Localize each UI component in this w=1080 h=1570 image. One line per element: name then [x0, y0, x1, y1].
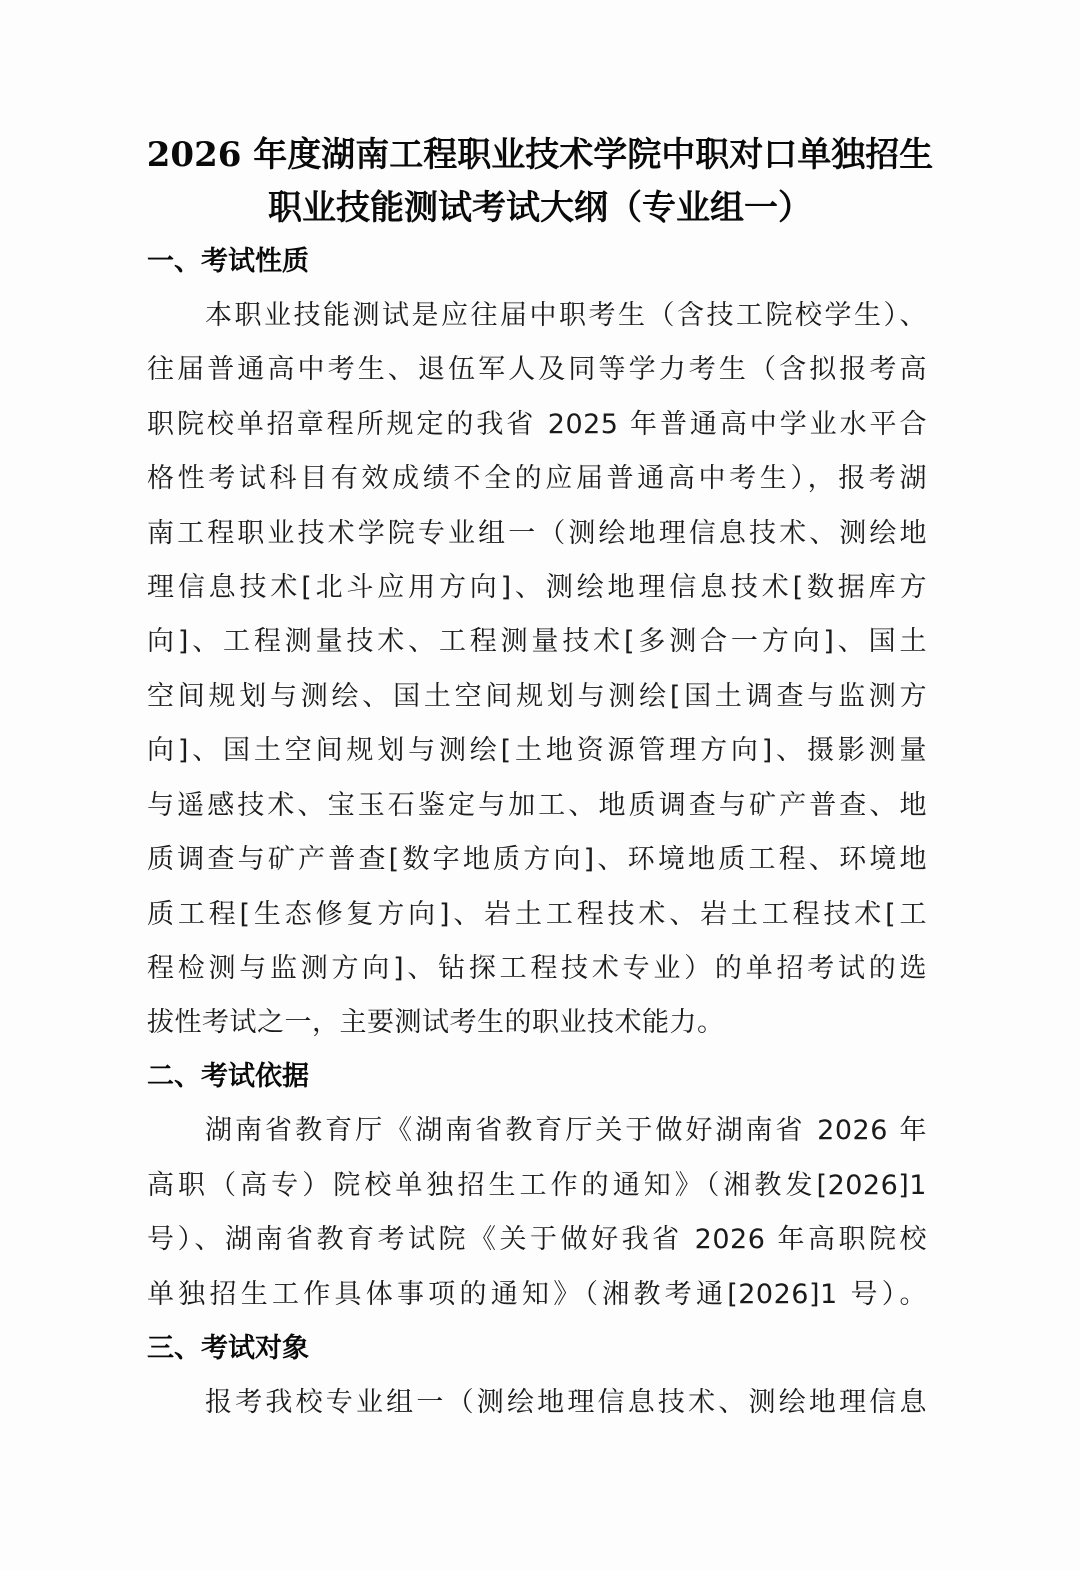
paragraph-line: 本职业技能测试是应往届中职考生（含技工院校学生）、: [205, 300, 927, 331]
section-heading-exam-basis: 二、考试依据: [147, 1061, 309, 1092]
paragraph-line: 向]、工程测量技术、工程测量技术[多测合一方向]、国土: [147, 626, 927, 657]
paragraph-line: 号）、湖南省教育考试院《关于做好我省 2026 年高职院校: [147, 1224, 927, 1255]
paragraph-line: 向]、国土空间规划与测绘[土地资源管理方向]、摄影测量: [147, 735, 927, 766]
paragraph-line: 与遥感技术、宝玉石鉴定与加工、地质调查与矿产普查、地: [147, 790, 927, 821]
paragraph-line: 程检测与监测方向]、钻探工程技术专业）的单招考试的选: [147, 953, 927, 984]
paragraph-line: 往届普通高中考生、退伍军人及同等学力考生（含拟报考高: [147, 354, 927, 385]
paragraph-line: 质工程[生态修复方向]、岩土工程技术、岩土工程技术[工: [147, 899, 927, 930]
paragraph-line: 理信息技术[北斗应用方向]、测绘地理信息技术[数据库方: [147, 572, 927, 603]
paragraph-line: 高职（高专）院校单独招生工作的通知》（湘教发[2026]1: [147, 1170, 927, 1201]
section-heading-exam-nature: 一、考试性质: [147, 246, 309, 277]
paragraph-line: 职院校单招章程所规定的我省 2025 年普通高中学业水平合: [147, 409, 927, 440]
paragraph-line: 南工程职业技术学院专业组一（测绘地理信息技术、测绘地: [147, 518, 927, 549]
document-title-line-1: 2026 年度湖南工程职业技术学院中职对口单独招生: [146, 135, 934, 175]
paragraph-line: 报考我校专业组一（测绘地理信息技术、测绘地理信息: [205, 1387, 927, 1418]
paragraph-line: 湖南省教育厅《湖南省教育厅关于做好湖南省 2026 年: [205, 1115, 927, 1146]
paragraph-line: 拔性考试之一，主要测试考生的职业技术能力。: [147, 1007, 725, 1038]
paragraph-line: 空间规划与测绘、国土空间规划与测绘[国土调查与监测方: [147, 681, 927, 712]
paragraph-line: 格性考试科目有效成绩不全的应届普通高中考生），报考湖: [147, 463, 927, 494]
paragraph-line: 质调查与矿产普查[数字地质方向]、环境地质工程、环境地: [147, 844, 927, 875]
section-heading-exam-target: 三、考试对象: [147, 1333, 309, 1364]
paragraph-line: 单独招生工作具体事项的通知》（湘教考通[2026]1 号）。: [147, 1279, 927, 1310]
document-title-line-2: 职业技能测试考试大纲（专业组一）: [268, 188, 812, 228]
